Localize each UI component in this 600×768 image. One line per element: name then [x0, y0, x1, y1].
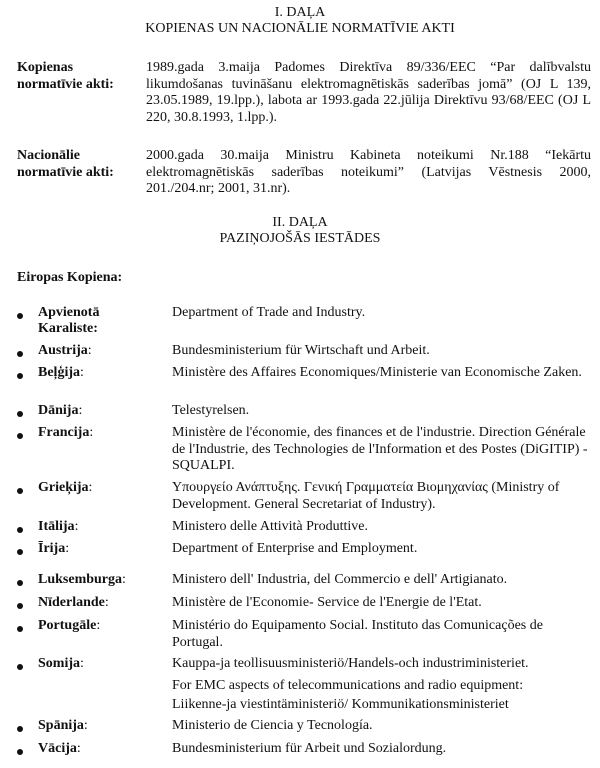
country-name: Portugāle:	[38, 618, 101, 633]
bullet-icon	[17, 603, 23, 609]
country-name: Dānija:	[38, 403, 83, 418]
community-acts-label: Kopienas normatīvie akti:	[17, 60, 114, 92]
country-name: Luksemburga:	[38, 572, 126, 587]
bullet-icon	[17, 351, 23, 357]
authority-text: Telestyrelsen.	[172, 403, 250, 418]
authority-text: For EMC aspects of telecommunications and radio equipment:	[172, 678, 524, 693]
authority-text: Ministério do Equipamento Social. Instituto das Comunicações de Portugal.	[172, 618, 543, 650]
bullet-icon	[17, 626, 23, 632]
country-name: Īrija:	[38, 541, 70, 556]
country-name: Somija:	[38, 656, 84, 671]
country-name: Beļģija:	[38, 365, 84, 380]
part-2-heading	[0, 215, 600, 247]
authority-text: Υπουργείο Ανάπτυξης. Γενική Γραμματεία Βιομηχανίας (Ministry of Development. General Secretariat of Industry).	[172, 480, 560, 512]
eu-heading: Eiropas Kopiena:	[17, 270, 123, 285]
country-name: Itālija:	[38, 519, 79, 534]
authority-text: Liikenne-ja viestintäministeriö/ Kommunikationsministeriet	[172, 697, 509, 712]
bullet-icon	[17, 433, 23, 439]
bullet-icon	[17, 313, 23, 319]
bullet-icon	[17, 373, 23, 379]
bullet-icon	[17, 749, 23, 755]
authority-text: Bundesministerium für Arbeit und Sozialordung.	[172, 741, 447, 756]
bullet-icon	[17, 411, 23, 417]
part-2-title: PAZIŅOJOŠĀS IESTĀDES	[219, 231, 381, 246]
authority-text: Department of Trade and Industry.	[172, 305, 366, 320]
bullet-icon	[17, 549, 23, 555]
part-1-title: KOPIENAS UN NACIONĀLIE NORMATĪVIE AKTI	[145, 21, 455, 36]
bullet-icon	[17, 580, 23, 586]
national-acts-label: Nacionālie normatīvie akti:	[17, 148, 114, 180]
authority-text: Bundesministerium für Wirtschaft und Arbeit.	[172, 343, 430, 358]
bullet-icon	[17, 726, 23, 732]
part-1-heading	[0, 5, 600, 37]
bullet-icon	[17, 664, 23, 670]
authority-text: Ministère de l'Economie- Service de l'Energie de l'Etat.	[172, 595, 482, 610]
part-1-number: I. DAĻA	[274, 5, 326, 20]
authority-text: Department of Enterprise and Employment.	[172, 541, 418, 556]
community-acts-text: 1989.gada 3.maija Padomes Direktīva 89/336/EEC “Par dalībvalstu likumdošanas tuvināšanu elektromagnētiskās saderības jomā” (OJ L 139, 23.05.1989, 19.lpp.), labota ar 1993.gada 22.jūlija Direktīvu 93/68/EEC (OJ L 220, 30.8.1993, 1.lpp.).	[146, 60, 591, 125]
authority-text: Ministère de l'économie, des finances et de l'industrie. Direction Générale de l'Industrie, des Technologies de l'Information et des Postes (DiGITIP) - SQUALPI.	[172, 425, 588, 473]
authority-text: Kauppa-ja teollisuusministeriö/Handels-och industriministeriet.	[172, 656, 529, 671]
national-acts-text: 2000.gada 30.maija Ministru Kabineta noteikumi Nr.188 “Iekārtu elektromagnētiskās saderības noteikumi” (Latvijas Vēstnesis 2000, 201./204.nr; 2001, 31.nr).	[146, 148, 591, 196]
authority-text: Ministère des Affaires Economiques/Ministerie van Economische Zaken.	[172, 365, 582, 380]
country-name: Francija:	[38, 425, 94, 440]
country-name: Austrija:	[38, 343, 92, 358]
authority-text: Ministero dell' Industria, del Commercio e dell' Artigianato.	[172, 572, 508, 587]
bullet-icon	[17, 488, 23, 494]
authority-text: Ministerio de Ciencia y Tecnología.	[172, 718, 373, 733]
part-2-number: II. DAĻA	[272, 215, 328, 230]
country-name: Spānija:	[38, 718, 88, 733]
country-name: Apvienotā Karaliste:	[38, 305, 100, 336]
country-name: Nīderlande:	[38, 595, 109, 610]
bullet-icon	[17, 527, 23, 533]
authority-text: Ministero delle Attività Produttive.	[172, 519, 368, 534]
country-name: Vācija:	[38, 741, 81, 756]
country-name: Grieķija:	[38, 480, 93, 495]
